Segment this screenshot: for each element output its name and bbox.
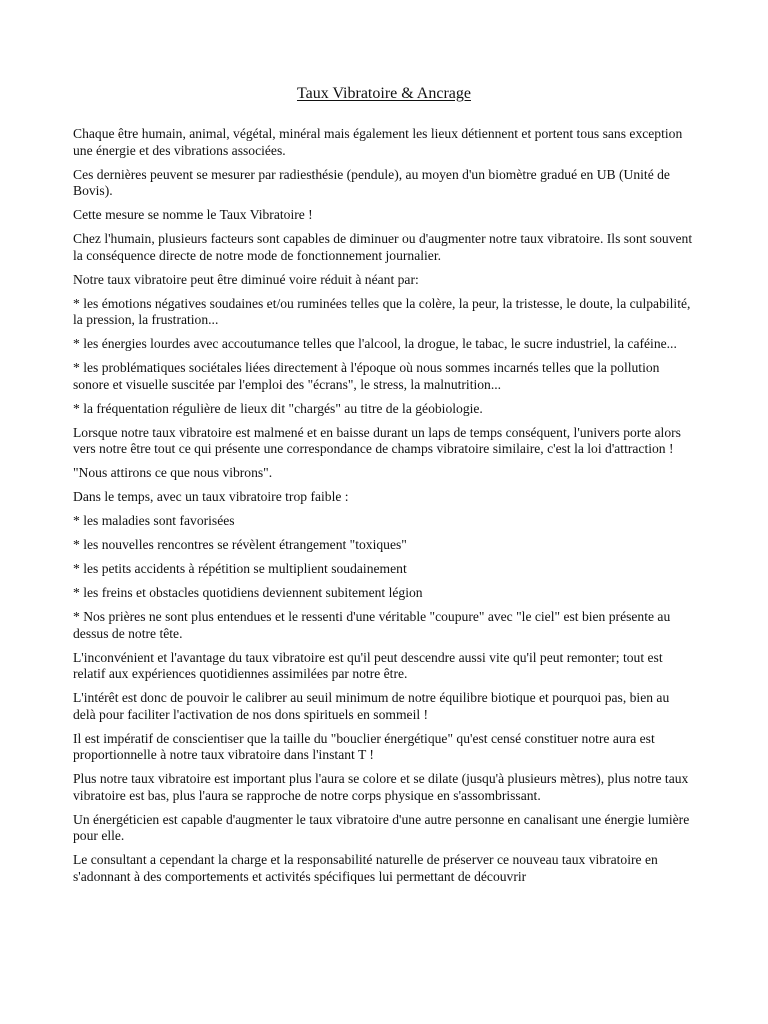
paragraph: L'intérêt est donc de pouvoir le calibrer au seuil minimum de notre équilibre biotique et pourquoi pas, bien au delà pour faciliter l'activation de nos dons spirituels en sommeil !: [73, 690, 670, 722]
paragraph: Dans le temps, avec un taux vibratoire trop faible :: [73, 489, 349, 504]
bullet-item: * les émotions négatives soudaines et/ou ruminées telles que la colère, la peur, la tristesse, le doute, la culpabilité, la pression, la frustration...: [73, 295, 691, 327]
paragraph: Lorsque notre taux vibratoire est malmené et en baisse durant un laps de temps conséquent, l'univers porte alors vers notre être tout ce qui présente une correspondance de champs vibratoire similaire, c'est la loi d'attraction !: [73, 424, 681, 456]
paragraph: Cette mesure se nomme le Taux Vibratoire !: [73, 207, 313, 222]
bullet-item: * les maladies sont favorisées: [73, 513, 235, 528]
paragraph: Chaque être humain, animal, végétal, minéral mais également les lieux détiennent et portent tous sans exception une énergie et des vibrations associées.: [73, 126, 683, 158]
bullet-item: * les freins et obstacles quotidiens deviennent subitement légion: [73, 585, 423, 600]
bullet-item: * Nos prières ne sont plus entendues et le ressenti d'une véritable "coupure" avec "le ciel" est bien présente au dessus de notre tête.: [73, 609, 671, 641]
paragraph: L'inconvénient et l'avantage du taux vibratoire est qu'il peut descendre aussi vite qu'il peut remonter; tout est relatif aux expériences quotidiennes assimilées par notre être.: [73, 649, 663, 681]
paragraph: Notre taux vibratoire peut être diminué voire réduit à néant par:: [73, 271, 419, 287]
paragraph: Chez l'humain, plusieurs facteurs sont capables de diminuer ou d'augmenter notre taux vibratoire. Ils sont souvent la conséquence directe de notre mode de fonctionnement journalier.: [73, 231, 693, 263]
bullet-item: * la fréquentation régulière de lieux dit "chargés" au titre de la géobiologie.: [73, 400, 483, 416]
paragraph: Le consultant a cependant la charge et la responsabilité naturelle de préserver ce nouveau taux vibratoire en s'adonnant à des comportements et activités spécifiques lui permettant de découvrir: [73, 852, 658, 884]
paragraph: Plus notre taux vibratoire est important plus l'aura se colore et se dilate (jusqu'à plusieurs mètres), plus notre taux vibratoire est bas, plus l'aura se rapproche de notre corps physique en s'assombrissant.: [73, 771, 689, 803]
document-body: [73, 126, 695, 893]
bullet-item: * les petits accidents à répétition se multiplient soudainement: [73, 561, 407, 576]
bullet-item: * les nouvelles rencontres se révèlent étrangement "toxiques": [73, 537, 407, 552]
quote-paragraph: "Nous attirons ce que nous vibrons".: [73, 465, 273, 480]
paragraph: Il est impératif de conscientiser que la taille du "bouclier énergétique" qu'est censé constituer notre aura est proportionnelle à notre taux vibratoire dans l'instant T !: [73, 730, 655, 762]
bullet-item: * les problématiques sociétales liées directement à l'époque où nous sommes incarnés telles que la pollution sonore et visuelle suscitée par l'emploi des "écrans", le stress, la malnutrition...: [73, 360, 660, 392]
paragraph: Ces dernières peuvent se mesurer par radiesthésie (pendule), au moyen d'un biomètre gradué en UB (Unité de Bovis).: [73, 166, 670, 198]
bullet-item: * les énergies lourdes avec accoutumance telles que l'alcool, la drogue, le tabac, le sucre industriel, la caféine...: [73, 336, 677, 351]
paragraph: Un énergéticien est capable d'augmenter le taux vibratoire d'une autre personne en canalisant une énergie lumière pour elle.: [73, 811, 690, 843]
document-title: Taux Vibratoire & Ancrage: [296, 85, 471, 102]
